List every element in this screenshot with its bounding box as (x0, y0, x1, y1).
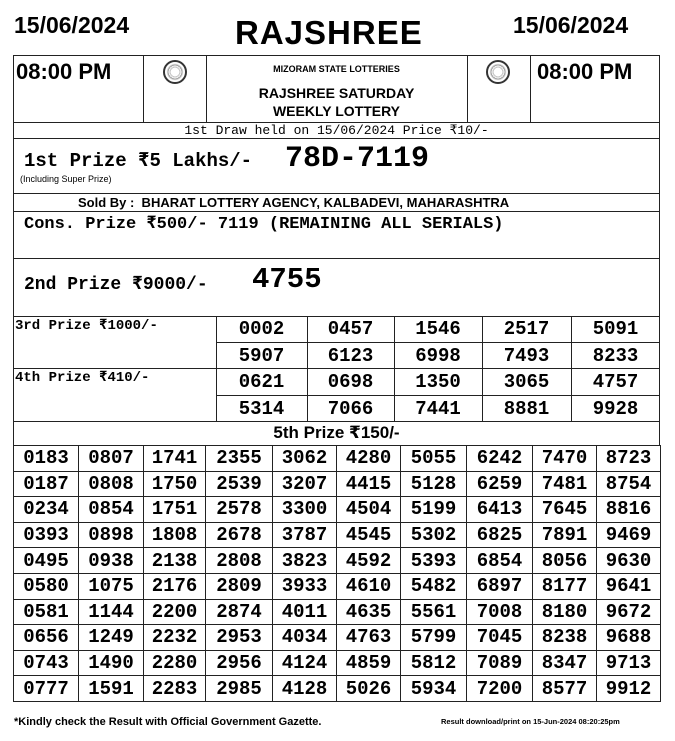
fifth-prize-number: 8577 (533, 676, 597, 702)
brand-title: RAJSHREE (235, 14, 423, 51)
fifth-prize-number: 1075 (79, 573, 144, 599)
fifth-prize-number: 7470 (533, 446, 597, 472)
fifth-prize-number: 4610 (337, 573, 401, 599)
lottery-name-line2: WEEKLY LOTTERY (272, 103, 401, 119)
fifth-prize-number: 3300 (273, 497, 337, 523)
draw-info: 1st Draw held on 15/06/2024 Price ₹10/- (184, 123, 489, 138)
footer-note: *Kindly check the Result with Official Government Gazette. (14, 716, 322, 728)
fifth-prize-row (14, 446, 661, 472)
fifth-prize-number: 2578 (206, 497, 273, 523)
draw-time-right: 08:00 PM (537, 59, 633, 84)
first-prize-label: 1st Prize ₹5 Lakhs/- (24, 150, 253, 172)
fifth-prize-number: 2874 (206, 599, 273, 625)
fifth-prize-number: 2200 (144, 599, 206, 625)
fourth-prize-number: 3065 (503, 371, 550, 393)
fifth-prize-number: 3933 (273, 573, 337, 599)
fifth-prize-row (14, 625, 661, 651)
fifth-prize-number: 9672 (597, 599, 661, 625)
fifth-prize-number: 0808 (79, 471, 144, 497)
fifth-prize-number: 2956 (206, 650, 273, 676)
fifth-prize-number: 0898 (79, 522, 144, 548)
fifth-prize-number: 0743 (14, 650, 79, 676)
header-date-right: 15/06/2024 (513, 12, 629, 38)
fifth-prize-number: 8238 (533, 625, 597, 651)
fifth-prize-number: 3207 (273, 471, 337, 497)
fifth-prize-number: 1591 (79, 676, 144, 702)
fifth-prize-number: 4011 (273, 599, 337, 625)
fifth-prize-number: 5128 (401, 471, 467, 497)
third-prize-number: 1546 (415, 318, 461, 340)
fifth-prize-number: 0393 (14, 522, 79, 548)
third-prize-number: 0002 (238, 318, 285, 340)
fifth-prize-number: 0187 (14, 471, 79, 497)
fifth-prize-number: 2232 (144, 625, 206, 651)
fourth-prize-number: 4757 (592, 371, 639, 393)
third-prize-number: 2517 (503, 318, 550, 340)
fifth-prize-number: 5482 (401, 573, 467, 599)
fifth-prize-number: 5561 (401, 599, 467, 625)
fifth-prize-number: 0938 (79, 548, 144, 574)
fifth-prize-number: 7200 (467, 676, 533, 702)
fifth-prize-number: 0580 (14, 573, 79, 599)
fifth-prize-number: 2808 (206, 548, 273, 574)
fifth-prize-number: 5393 (401, 548, 467, 574)
fifth-prize-number: 2539 (206, 471, 273, 497)
fifth-prize-row (14, 522, 661, 548)
fifth-prize-row (14, 548, 661, 574)
sold-by: Sold By : BHARAT LOTTERY AGENCY, KALBADEVI, MAHARASHTRA (78, 195, 510, 210)
fifth-prize-number: 1808 (144, 522, 206, 548)
third-prize-number: 5907 (238, 344, 285, 367)
third-prize-number: 0457 (327, 318, 374, 340)
mizoram-seal-right-icon (486, 60, 510, 84)
fifth-prize-number: 0854 (79, 497, 144, 523)
fifth-prize-number: 6242 (467, 446, 533, 472)
fifth-prize-label: 5th Prize ₹150/- (273, 423, 400, 442)
footer-download-info: Result download/print on 15-Jun-2024 08:20:25pm (441, 717, 620, 726)
fifth-prize-number: 0777 (14, 676, 79, 702)
fifth-prize-number: 4128 (273, 676, 337, 702)
fifth-prize-number: 8056 (533, 548, 597, 574)
fifth-prize-number: 4635 (337, 599, 401, 625)
fifth-prize-number: 4545 (337, 522, 401, 548)
fifth-prize-number: 9641 (597, 573, 661, 599)
fifth-prize-number: 8723 (597, 446, 661, 472)
second-prize-label: 2nd Prize ₹9000/- (24, 275, 208, 295)
fifth-prize-number: 7089 (467, 650, 533, 676)
fifth-prize-number: 4034 (273, 625, 337, 651)
fifth-prize-number: 3062 (273, 446, 337, 472)
fifth-prize-number: 4504 (337, 497, 401, 523)
fifth-prize-row (14, 573, 661, 599)
fourth-prize-number: 7441 (415, 397, 461, 420)
fifth-prize-number: 1490 (79, 650, 144, 676)
third-prize-number: 6998 (415, 344, 461, 367)
fourth-prize-number: 7066 (327, 397, 374, 420)
fifth-prize-number: 2953 (206, 625, 273, 651)
fifth-prize-number: 3787 (273, 522, 337, 548)
fifth-prize-table (13, 445, 661, 702)
fourth-prize-number: 0698 (327, 371, 374, 393)
fifth-prize-row (14, 497, 661, 523)
fifth-prize-number: 5812 (401, 650, 467, 676)
fifth-prize-number: 0183 (14, 446, 79, 472)
fifth-prize-number: 6897 (467, 573, 533, 599)
fifth-prize-number: 6259 (467, 471, 533, 497)
fifth-prize-number: 7891 (533, 522, 597, 548)
fifth-prize-number: 5199 (401, 497, 467, 523)
fifth-prize-number: 0234 (14, 497, 79, 523)
fifth-prize-number: 0807 (79, 446, 144, 472)
fifth-prize-number: 6413 (467, 497, 533, 523)
draw-time-left: 08:00 PM (16, 59, 112, 84)
fifth-prize-number: 9688 (597, 625, 661, 651)
fourth-prize-number: 9928 (592, 397, 639, 420)
fifth-prize-number: 8347 (533, 650, 597, 676)
fifth-prize-number: 0581 (14, 599, 79, 625)
fifth-prize-number: 9469 (597, 522, 661, 548)
mizoram-seal-left-icon (163, 60, 187, 84)
fifth-prize-number: 2809 (206, 573, 273, 599)
fifth-prize-number: 2283 (144, 676, 206, 702)
fifth-prize-number: 0656 (14, 625, 79, 651)
third-prize-label: 3rd Prize ₹1000/- (15, 318, 158, 334)
fifth-prize-number: 5302 (401, 522, 467, 548)
fifth-prize-number: 2138 (144, 548, 206, 574)
fifth-prize-number: 2985 (206, 676, 273, 702)
lottery-name-line1: RAJSHREE SATURDAY (258, 85, 415, 101)
fifth-prize-number: 7645 (533, 497, 597, 523)
fifth-prize-number: 5055 (401, 446, 467, 472)
fifth-prize-number: 1750 (144, 471, 206, 497)
fifth-prize-number: 2176 (144, 573, 206, 599)
fifth-prize-number: 2678 (206, 522, 273, 548)
fifth-prize-number: 5026 (337, 676, 401, 702)
fifth-prize-number: 1249 (79, 625, 144, 651)
fifth-prize-number: 4592 (337, 548, 401, 574)
third-prize-number: 8233 (592, 344, 639, 367)
third-prize-number: 6123 (327, 344, 374, 367)
fifth-prize-number: 5799 (401, 625, 467, 651)
fourth-prize-label: 4th Prize ₹410/- (15, 370, 150, 386)
fifth-prize-number: 1144 (79, 599, 144, 625)
fifth-prize-number: 7045 (467, 625, 533, 651)
fifth-prize-number: 0495 (14, 548, 79, 574)
fifth-prize-number: 7008 (467, 599, 533, 625)
fifth-prize-row (14, 676, 661, 702)
third-prize-number: 5091 (592, 318, 639, 340)
fifth-prize-number: 4124 (273, 650, 337, 676)
fifth-prize-number: 1741 (144, 446, 206, 472)
org-name: MIZORAM STATE LOTTERIES (273, 64, 400, 74)
fifth-prize-number: 7481 (533, 471, 597, 497)
second-prize-number: 4755 (252, 263, 322, 296)
third-prize-number: 7493 (503, 344, 550, 367)
fifth-prize-number: 6825 (467, 522, 533, 548)
fifth-prize-number: 8816 (597, 497, 661, 523)
fifth-prize-number: 2280 (144, 650, 206, 676)
header-date-left: 15/06/2024 (14, 12, 130, 38)
fifth-prize-number: 9630 (597, 548, 661, 574)
fourth-prize-number: 1350 (415, 371, 461, 393)
fifth-prize-number: 8754 (597, 471, 661, 497)
fourth-prize-number: 0621 (238, 371, 285, 393)
cons-prize: Cons. Prize ₹500/- 7119 (REMAINING ALL SERIALS) (24, 215, 504, 234)
fifth-prize-number: 1751 (144, 497, 206, 523)
fifth-prize-row (14, 650, 661, 676)
fifth-prize-number: 2355 (206, 446, 273, 472)
fifth-prize-number: 4763 (337, 625, 401, 651)
fifth-prize-row (14, 599, 661, 625)
fourth-prize-number: 8881 (503, 397, 550, 420)
fifth-prize-number: 4859 (337, 650, 401, 676)
fifth-prize-number: 4280 (337, 446, 401, 472)
fifth-prize-number: 5934 (401, 676, 467, 702)
fifth-prize-number: 8180 (533, 599, 597, 625)
fifth-prize-number: 9713 (597, 650, 661, 676)
fifth-prize-number: 8177 (533, 573, 597, 599)
fifth-prize-number: 3823 (273, 548, 337, 574)
fifth-prize-number: 4415 (337, 471, 401, 497)
fourth-prize-number: 5314 (238, 397, 285, 420)
fifth-prize-number: 6854 (467, 548, 533, 574)
first-prize-note: (Including Super Prize) (20, 174, 112, 184)
fifth-prize-row (14, 471, 661, 497)
fifth-prize-number: 9912 (597, 676, 661, 702)
first-prize-number: 78D-7119 (285, 142, 430, 176)
